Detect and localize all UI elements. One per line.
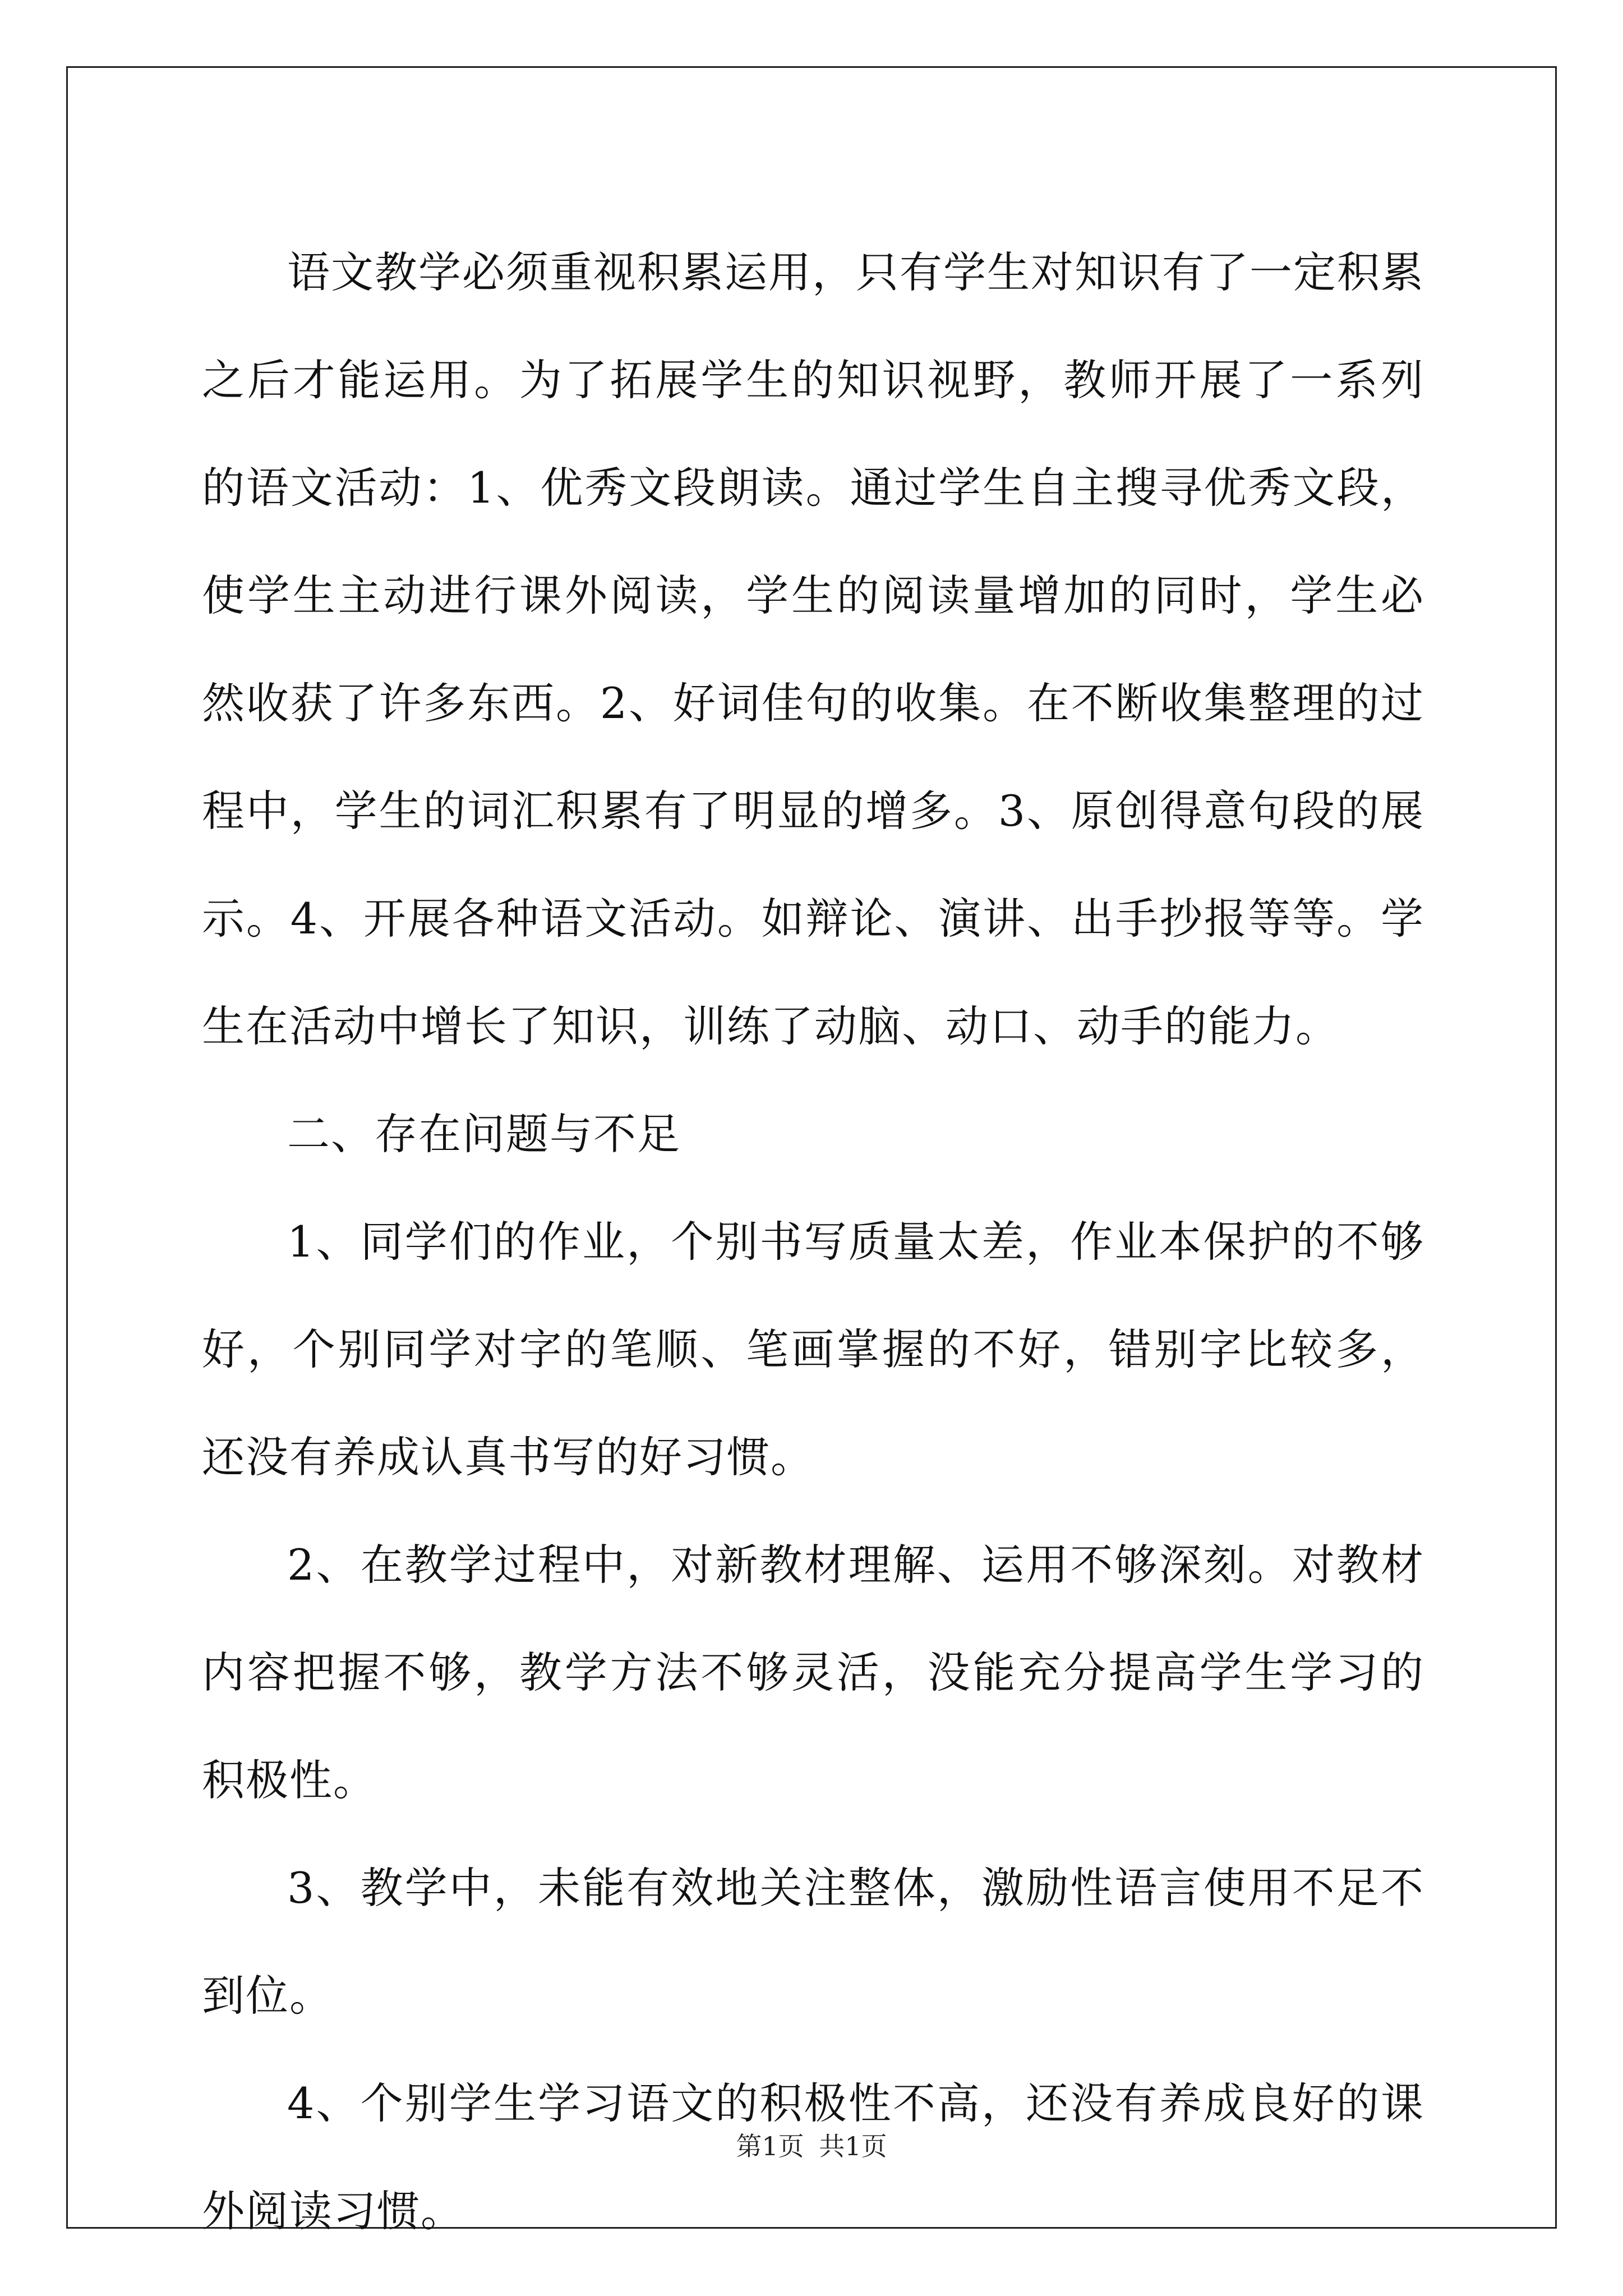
section-heading-problems: 二、存在问题与不足: [287, 1109, 681, 1159]
paragraph-problem-3: 3、教学中，未能有效地关注整体，激励性语言使用不足不到位。: [202, 1863, 1424, 2021]
page-number-total: 共1页: [819, 2131, 887, 2161]
page-number-current: 第1页: [736, 2131, 804, 2161]
paragraph-problem-1: 1、同学们的作业，个别书写质量太差，作业本保护的不够好，个别同学对字的笔顺、笔画掌握的不好，错别字比较多，还没有养成认真书写的好习惯。: [202, 1217, 1424, 1482]
page-footer: [0, 2126, 1623, 2163]
paragraph-problem-4: 4、个别学生学习语文的积极性不高，还没有养成良好的课外阅读习惯。: [202, 2078, 1424, 2236]
paragraph-problem-2: 2、在教学过程中，对新教材理解、运用不够深刻。对教材内容把握不够，教学方法不够灵活，没能充分提高学生学习的积极性。: [202, 1540, 1424, 1805]
document-body: [202, 219, 1424, 2265]
paragraph-activities: 语文教学必须重视积累运用，只有学生对知识有了一定积累之后才能运用。为了拓展学生的知识视野，教师开展了一系列的语文活动：1、优秀文段朗读。通过学生自主搜寻优秀文段，使学生主动进行课外阅读，学生的阅读量增加的同时，学生必然收获了许多东西。2、好词佳句的收集。在不断收集整理的过程中，学生的词汇积累有了明显的增多。3、原创得意句段的展示。4、开展各种语文活动。如辩论、演讲、出手抄报等等。学生在活动中增长了知识，训练了动脑、动口、动手的能力。: [202, 247, 1424, 1051]
